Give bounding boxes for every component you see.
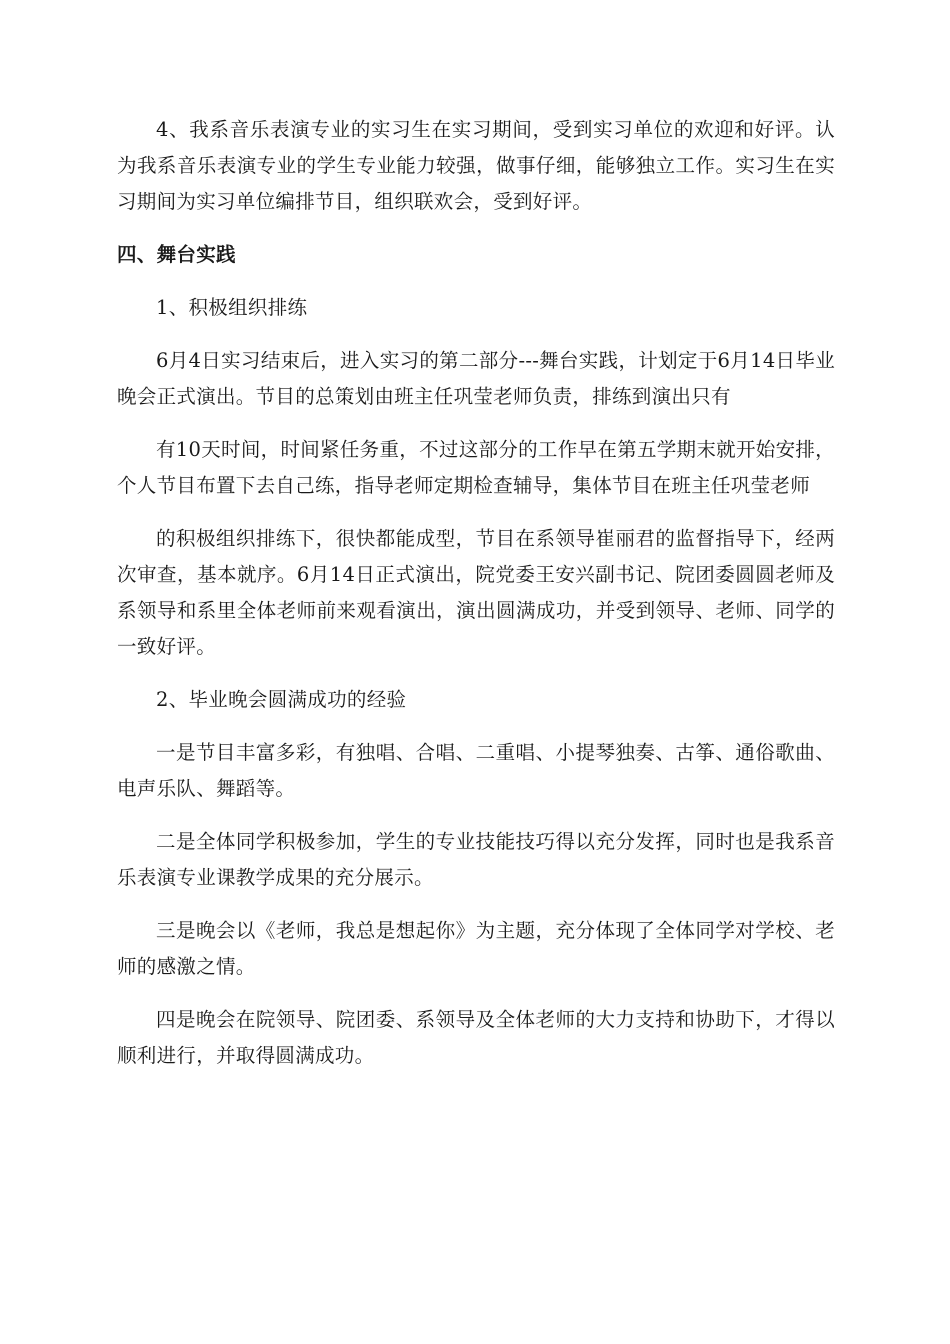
paragraph-point-one: 一是节目丰富多彩，有独唱、合唱、二重唱、小提琴独奏、古筝、通俗歌曲、电声乐队、舞蹈等。	[117, 741, 835, 800]
paragraph-intern-feedback: 4、我系音乐表演专业的实习生在实习期间，受到实习单位的欢迎和好评。认为我系音乐表演专业的学生专业能力较强，做事仔细，能够独立工作。实习生在实习期间为实习单位编排节目，组织联欢会，受到好评。	[117, 118, 835, 213]
document-page	[117, 112, 835, 1074]
subheading-rehearsal: 1、积极组织排练	[156, 296, 308, 319]
paragraph-preparation: 有10天时间，时间紧任务重，不过这部分的工作早在第五学期末就开始安排，个人节目布置下去自己练，指导老师定期检查辅导，集体节目在班主任巩莹老师	[117, 438, 835, 497]
section-heading-stage-practice: 四、舞台实践	[117, 243, 236, 266]
paragraph-performance: 的积极组织排练下，很快都能成型，节目在系领导崔丽君的监督指导下，经两次审查，基本就序。6月14日正式演出，院党委王安兴副书记、院团委圆圆老师及系领导和系里全体老师前来观看演出，演出圆满成功，并受到领导、老师、同学的一致好评。	[117, 527, 835, 658]
paragraph-point-four: 四是晚会在院领导、院团委、系领导及全体老师的大力支持和协助下，才得以顺利进行，并取得圆满成功。	[117, 1008, 835, 1067]
subheading-experience: 2、毕业晚会圆满成功的经验	[156, 688, 407, 711]
paragraph-point-three: 三是晚会以《老师，我总是想起你》为主题，充分体现了全体同学对学校、老师的感激之情。	[117, 919, 835, 978]
paragraph-point-two: 二是全体同学积极参加，学生的专业技能技巧得以充分发挥，同时也是我系音乐表演专业课教学成果的充分展示。	[117, 830, 835, 889]
paragraph-stage-plan: 6月4日实习结束后，进入实习的第二部分---舞台实践，计划定于6月14日毕业晚会正式演出。节目的总策划由班主任巩莹老师负责，排练到演出只有	[117, 349, 835, 408]
